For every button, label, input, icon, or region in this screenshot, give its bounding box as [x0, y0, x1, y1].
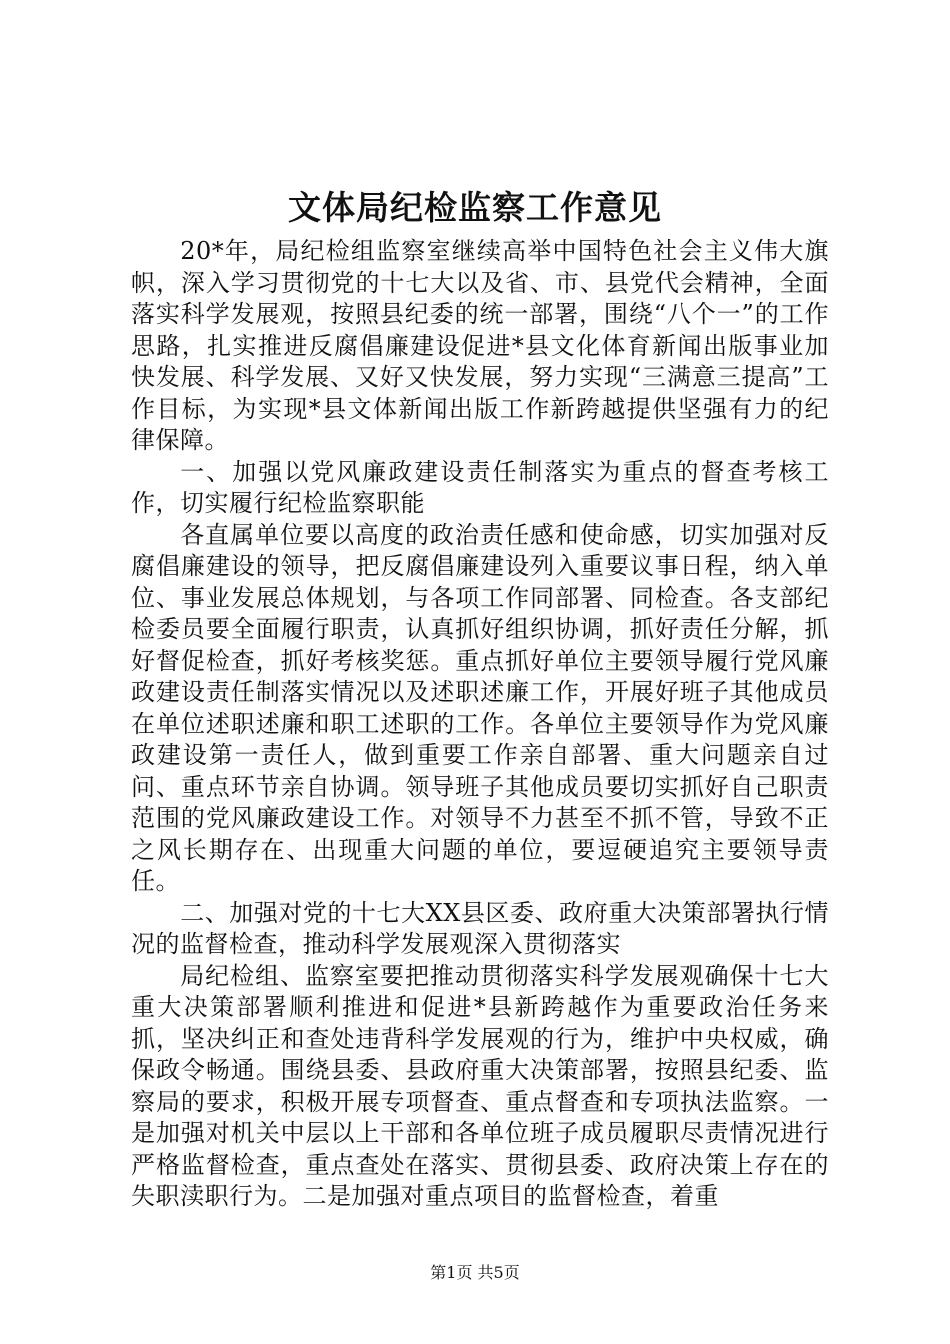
section-heading-2: 二、加强对党的十七大XX县区委、政府重大决策部署执行情况的监督检查，推动科学发展观深入贯彻落实: [131, 898, 829, 958]
document-body: [131, 236, 829, 1213]
document-title: 文体局纪检监察工作意见: [288, 188, 662, 227]
page-footer: 第1页 共5页: [430, 1263, 520, 1282]
section-heading-1: 一、加强以党风廉政建设责任制落实为重点的督查考核工作，切实履行纪检监察职能: [131, 457, 829, 517]
paragraph-section-2: 局纪检组、监察室要把推动贯彻落实科学发展观确保十七大重大决策部署顺利推进和促进*县新跨越作为重要政治任务来抓，坚决纠正和查处违背科学发展观的行为，维护中央权威，确保政令畅通。围绕县委、县政府重大决策部署，按照县纪委、监察局的要求，积极开展专项督查、重点督查和专项执法监察。一是加强对机关中层以上干部和各单位班子成员履职尽责情况进行严格监督检查，重点查处在落实、贯彻县委、政府决策上存在的失职渎职行为。二是加强对重点项目的监督检查，着重: [131, 961, 829, 1210]
paragraph-section-1: 各直属单位要以高度的政治责任感和使命感，切实加强对反腐倡廉建设的领导，把反腐倡廉建设列入重要议事日程，纳入单位、事业发展总体规划，与各项工作同部署、同检查。各支部纪检委员要全面履行职责，认真抓好组织协调，抓好责任分解，抓好督促检查，抓好考核奖惩。重点抓好单位主要领导履行党风廉政建设责任制落实情况以及述职述廉工作，开展好班子其他成员在单位述职述廉和职工述职的工作。各单位主要领导作为党风廉政建设第一责任人，做到重要工作亲自部署、重大问题亲自过问、重点环节亲自协调。领导班子其他成员要切实抓好自己职责范围的党风廉政建设工作。对领导不力甚至不抓不管，导致不正之风长期存在、出现重大问题的单位，要逗硬追究主要领导责任。: [131, 520, 829, 895]
paragraph-intro: 20*年，局纪检组监察室继续高举中国特色社会主义伟大旗帜，深入学习贯彻党的十七大以及省、市、县党代会精神，全面落实科学发展观，按照县纪委的统一部署，围绕“八个一”的工作思路，扎实推进反腐倡廉建设促进*县文化体育新闻出版事业加快发展、科学发展、又好又快发展，努力实现“三满意三提高”工作目标，为实现*县文体新闻出版工作新跨越提供坚强有力的纪律保障。: [131, 237, 829, 454]
